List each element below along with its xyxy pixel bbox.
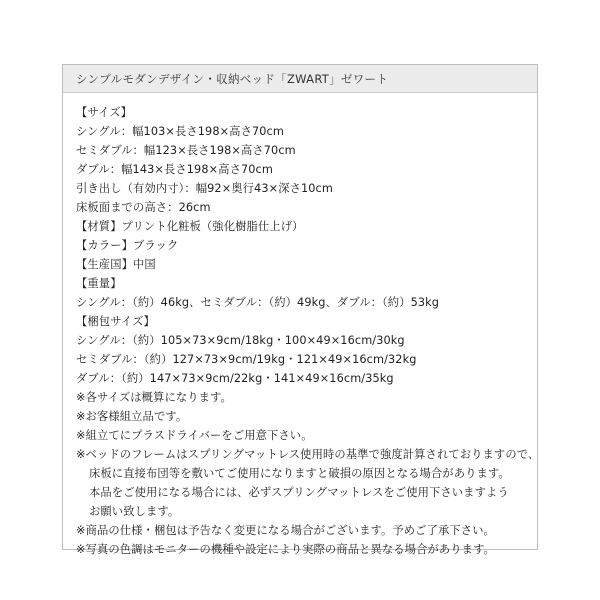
panel-title: シンプルモダンデザイン・収納ベッド「ZWART」ゼワート: [76, 72, 389, 86]
spec-line: 引き出し（有効内寸）：幅92×奥行43×深さ10cm: [76, 182, 333, 195]
spec-color: 【カラー】ブラック: [76, 239, 179, 252]
note-line: ※お客様組立品です。: [76, 410, 188, 423]
panel-header: [63, 65, 537, 93]
spec-body: [63, 93, 540, 559]
note-line: お願い致します。: [89, 505, 180, 518]
spec-country: 【生産国】中国: [76, 258, 156, 271]
note-line: ※写真の色調はモニターの機種や設定により実際の商品と異なる場合があります。: [76, 543, 495, 556]
spec-line: セミダブル：（約）127×73×9cm/19kg・121×49×16cm/32kg: [76, 353, 417, 366]
note-line: ※各サイズは概算になります。: [76, 391, 232, 404]
section-heading-package: 【梱包サイズ】: [76, 315, 155, 328]
section-heading-size: 【サイズ】: [76, 106, 133, 119]
spec-line: シングル：幅103×長さ198×高さ70cm: [76, 125, 284, 138]
note-line: ※組立てにプラスドライバーをご用意下さい。: [76, 429, 313, 442]
spec-line: シングル：（約）46kg、セミダブル：（約）49kg、ダブル：（約）53kg: [76, 296, 440, 309]
note-line: 床板に直接布団等を敷いてご使用になりますと破損の原因となる場合があります。: [89, 467, 510, 480]
spec-panel: [62, 64, 540, 556]
spec-line: ダブル：幅143×長さ198×高さ70cm: [76, 163, 273, 176]
section-heading-weight: 【重量】: [76, 277, 122, 290]
spec-line: 床板面までの高さ：26cm: [76, 201, 211, 214]
note-line: ※商品の仕様・梱包は予告なく変更になる場合がございます。予めご了承下さい。: [76, 524, 495, 537]
spec-material: 【材質】プリント化粧板（強化樹脂仕上げ）: [76, 220, 304, 233]
note-line: 本品をご使用になる場合には、必ずスプリングマットレスをご使用下さいますよう: [89, 486, 509, 499]
spec-line: セミダブル：幅123×長さ198×高さ70cm: [76, 144, 296, 157]
note-line: ※ベッドのフレームはスプリングマットレス使用時の基準で強度計算されておりますので、: [76, 448, 540, 461]
spec-line: ダブル：（約）147×73×9cm/22kg・141×49×16cm/35kg: [76, 372, 394, 385]
spec-line: シングル：（約）105×73×9cm/18kg・100×49×16cm/30kg: [76, 334, 405, 347]
